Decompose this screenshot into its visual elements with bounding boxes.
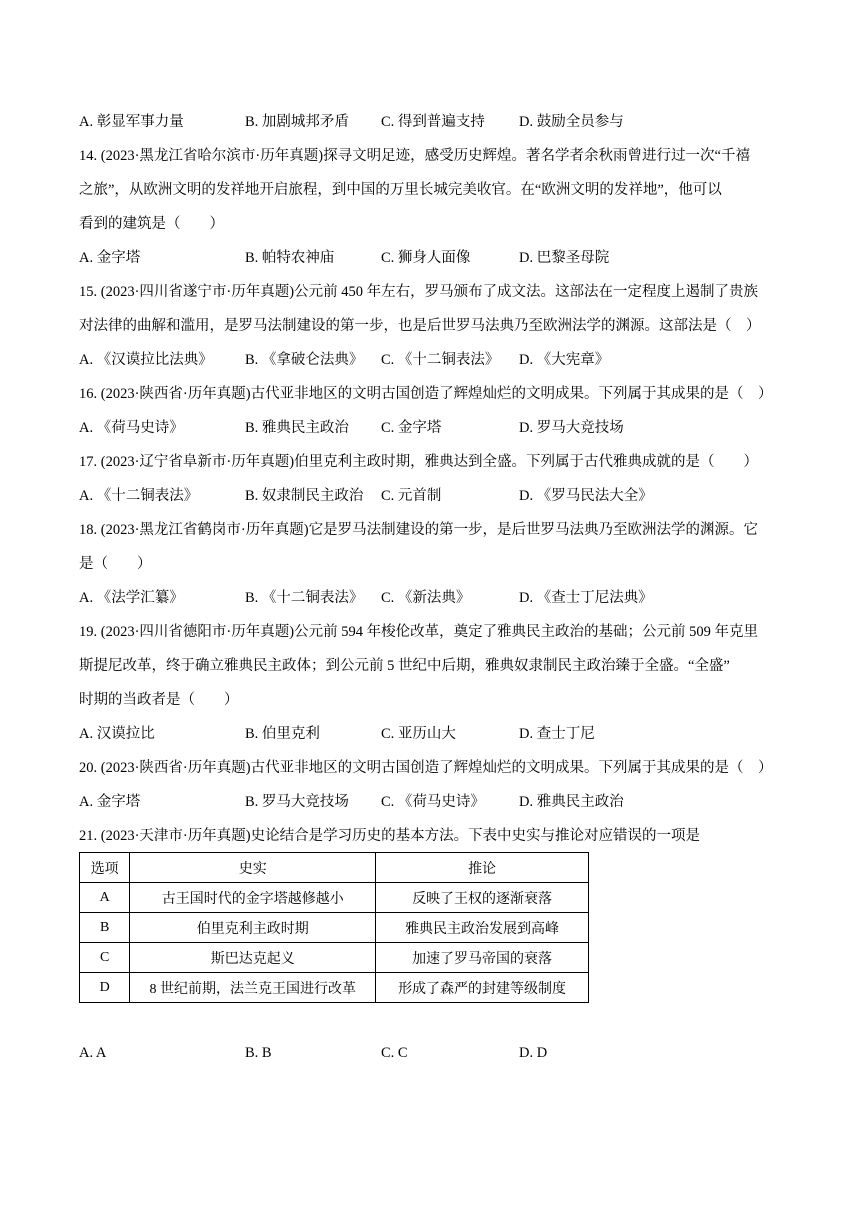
q13-option-a: A. 彰显军事力量	[79, 114, 184, 130]
q14-stem-line-2: 之旅”，从欧洲文明的发祥地开启旅程，到中国的万里长城完美收官。在“欧洲文明的发祥地”，他可以	[79, 182, 722, 198]
q20-option-d: D. 雅典民主政治	[519, 794, 624, 810]
table-cell-fact: 伯里克利主政时期	[130, 913, 376, 943]
q14-option-d: D. 巴黎圣母院	[519, 250, 610, 266]
question-19	[79, 620, 783, 746]
q21-option-c: C. C	[381, 1045, 408, 1061]
q14-option-a: A. 金字塔	[79, 250, 141, 266]
q16-options	[79, 416, 783, 440]
q15-stem-line-1: 15. (2023·四川省遂宁市·历年真题)公元前 450 年左右，罗马颁布了成文法。这部法在一定程度上遏制了贵族	[79, 284, 759, 300]
q18-option-d: D. 《查士丁尼法典》	[519, 590, 653, 606]
q18-options	[79, 586, 783, 610]
q21-options	[79, 1041, 783, 1065]
q13-option-c: C. 得到普遍支持	[381, 114, 485, 130]
q18-stem-line-1: 18. (2023·黑龙江省鹤岗市·历年真题)它是罗马法制建设的第一步，是后世罗马法典乃至欧洲法学的渊源。它	[79, 522, 759, 538]
q18-stem-line-2: 是（ ）	[79, 556, 152, 572]
q15-option-c: C. 《十二铜表法》	[381, 352, 500, 368]
q21-stem-line-1: 21. (2023·天津市·历年真题)史论结合是学习历史的基本方法。下表中史实与推论对应错误的一项是	[79, 828, 701, 844]
q16-option-b: B. 雅典民主政治	[245, 420, 349, 436]
q17-options	[79, 484, 783, 508]
q14-option-c: C. 狮身人面像	[381, 250, 471, 266]
question-17	[79, 450, 783, 508]
q19-options	[79, 722, 783, 746]
table-cell-option: A	[80, 883, 130, 913]
table-header-fact: 史实	[130, 853, 376, 883]
q20-stem-line-1: 20. (2023·陕西省·历年真题)古代亚非地区的文明古国创造了辉煌灿烂的文明成果。下列属于其成果的是（ ）	[79, 760, 773, 776]
q18-option-b: B. 《十二铜表法》	[245, 590, 364, 606]
q13-options	[79, 110, 783, 134]
q18-option-a: A. 《法学汇纂》	[79, 590, 184, 606]
q19-stem-line-3: 时期的当政者是（ ）	[79, 692, 239, 708]
q17-option-c: C. 元首制	[381, 488, 442, 504]
question-20	[79, 756, 783, 814]
q19-option-b: B. 伯里克利	[245, 726, 320, 742]
table-cell-fact: 8 世纪前期，法兰克王国进行改革	[130, 973, 376, 1003]
q20-options	[79, 790, 783, 814]
q16-option-a: A. 《荷马史诗》	[79, 420, 184, 436]
q17-option-a: A. 《十二铜表法》	[79, 488, 199, 504]
q14-option-b: B. 帕特农神庙	[245, 250, 335, 266]
q20-option-a: A. 金字塔	[79, 794, 141, 810]
q21-option-d: D. D	[519, 1045, 548, 1061]
table-header-option: 选项	[80, 853, 130, 883]
q18-option-c: C. 《新法典》	[381, 590, 471, 606]
q21-table	[79, 852, 589, 1003]
q19-option-d: D. 查士丁尼	[519, 726, 595, 742]
q20-option-b: B. 罗马大竞技场	[245, 794, 349, 810]
q19-stem-line-2: 斯提尼改革，终于确立雅典民主政体；到公元前 5 世纪中后期，雅典奴隶制民主政治臻于全盛。“全盛”	[79, 658, 730, 674]
table-row	[80, 913, 589, 943]
question-16	[79, 382, 783, 440]
table-cell-inference: 形成了森严的封建等级制度	[376, 973, 589, 1003]
q14-stem-line-3: 看到的建筑是（ ）	[79, 216, 224, 232]
question-21	[79, 824, 783, 1065]
q14-options	[79, 246, 783, 270]
table-cell-fact: 斯巴达克起义	[130, 943, 376, 973]
table-row	[80, 883, 589, 913]
question-14	[79, 144, 783, 270]
table-cell-option: B	[80, 913, 130, 943]
q19-stem-line-1: 19. (2023·四川省德阳市·历年真题)公元前 594 年梭伦改革，奠定了雅典民主政治的基础；公元前 509 年克里	[79, 624, 759, 640]
q16-option-c: C. 金字塔	[381, 420, 442, 436]
q15-options	[79, 348, 783, 372]
q17-stem-line-1: 17. (2023·辽宁省阜新市·历年真题)伯里克利主政时期，雅典达到全盛。下列属于古代雅典成就的是（ ）	[79, 454, 759, 470]
question-18	[79, 518, 783, 610]
q19-option-c: C. 亚历山大	[381, 726, 456, 742]
table-cell-inference: 反映了王权的逐渐衰落	[376, 883, 589, 913]
table-row	[80, 973, 589, 1003]
q13-option-b: B. 加剧城邦矛盾	[245, 114, 349, 130]
question-15	[79, 280, 783, 372]
q16-option-d: D. 罗马大竞技场	[519, 420, 624, 436]
q15-option-a: A. 《汉谟拉比法典》	[79, 352, 213, 368]
table-header-row	[80, 853, 589, 883]
table-cell-inference: 雅典民主政治发展到高峰	[376, 913, 589, 943]
table-cell-inference: 加速了罗马帝国的衰落	[376, 943, 589, 973]
q17-option-d: D. 《罗马民法大全》	[519, 488, 653, 504]
exam-page	[79, 110, 783, 1065]
q15-stem-line-2: 对法律的曲解和滥用，是罗马法制建设的第一步，也是后世罗马法典乃至欧洲法学的渊源。这部法是（ ）	[79, 318, 761, 334]
q16-stem-line-1: 16. (2023·陕西省·历年真题)古代亚非地区的文明古国创造了辉煌灿烂的文明成果。下列属于其成果的是（ ）	[79, 386, 773, 402]
q21-option-b: B. B	[245, 1045, 272, 1061]
table-cell-fact: 古王国时代的金字塔越修越小	[130, 883, 376, 913]
table-cell-option: C	[80, 943, 130, 973]
q15-option-b: B. 《拿破仑法典》	[245, 352, 364, 368]
q17-option-b: B. 奴隶制民主政治	[245, 488, 364, 504]
q19-option-a: A. 汉谟拉比	[79, 726, 155, 742]
q21-option-a: A. A	[79, 1045, 107, 1061]
q20-option-c: C. 《荷马史诗》	[381, 794, 485, 810]
table-row	[80, 943, 589, 973]
q14-stem-line-1: 14. (2023·黑龙江省哈尔滨市·历年真题)探寻文明足迹，感受历史辉煌。著名学者余秋雨曾进行过一次“千禧	[79, 148, 750, 164]
q13-option-d: D. 鼓励全员参与	[519, 114, 624, 130]
q15-option-d: D. 《大宪章》	[519, 352, 610, 368]
table-cell-option: D	[80, 973, 130, 1003]
table-header-inference: 推论	[376, 853, 589, 883]
